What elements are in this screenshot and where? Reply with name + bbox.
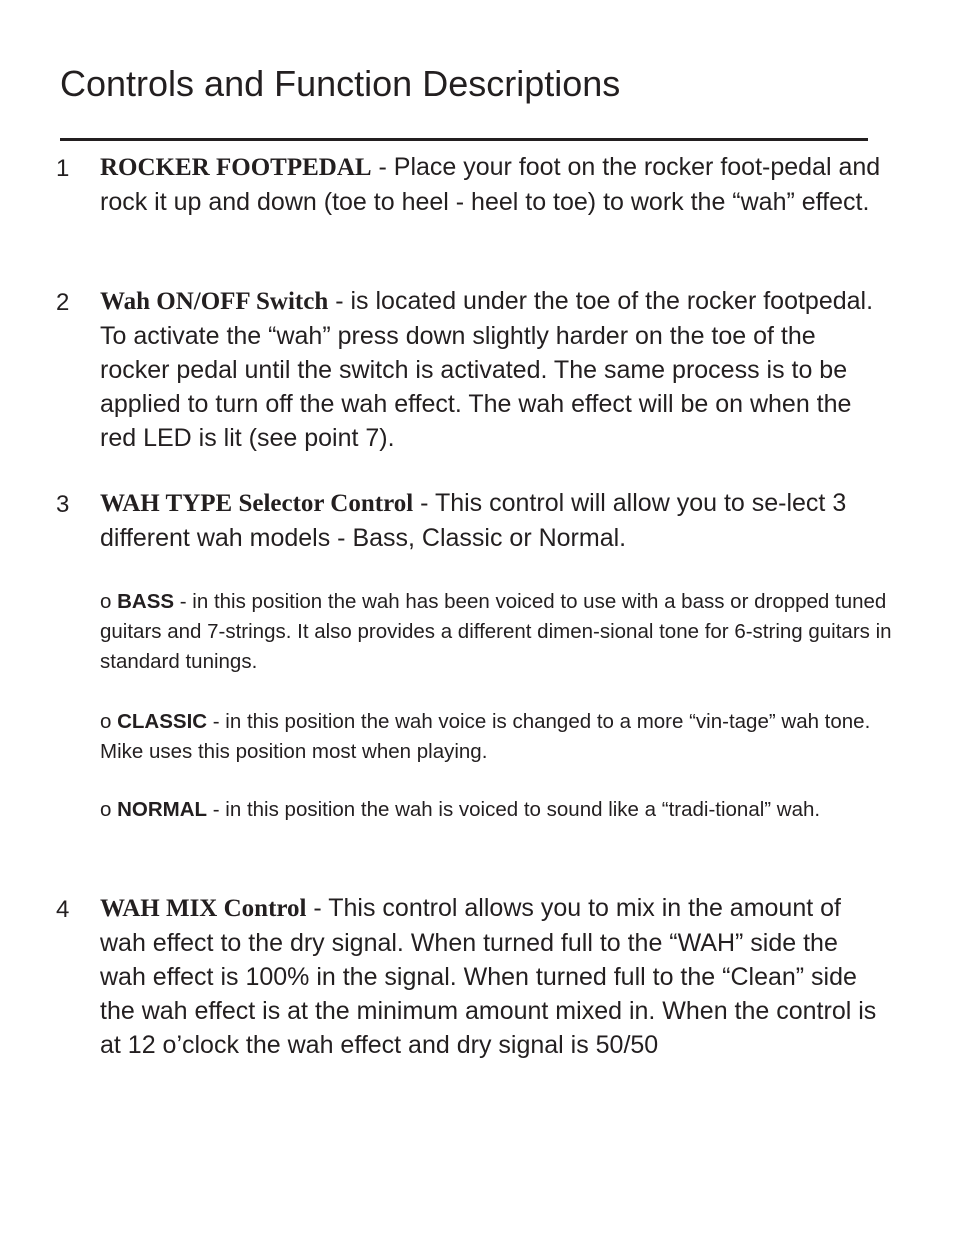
item-description	[100, 891, 890, 1062]
item-name: Wah ON/OFF Switch	[100, 288, 329, 315]
option-bullet: o	[100, 798, 118, 821]
option-name: BASS	[117, 590, 175, 613]
option-normal	[100, 795, 895, 825]
option-bass	[100, 587, 895, 677]
page-title: Controls and Function Descriptions	[60, 63, 621, 104]
item-text: - Place your foot on the rocker foot-pedal and rock it up and down (toe to heel - heel to toe) to work the “wah” effect.	[100, 153, 881, 216]
item-number: 4	[56, 896, 70, 923]
option-text: - in this position the wah has been voiced to use with a bass or dropped tuned guitars and 7-strings. It also provides a different dimen-sional tone for 6-string guitars in standard tunings.	[100, 590, 892, 673]
item-text: - This control allows you to mix in the amount of wah effect to the dry signal. When turned full to the “WAH” side the wah effect is 100% in the signal. When turned full to the “Clean” side the wah effect is at the minimum amount mixed in. When the control is at 12 o’clock the wah effect and dry signal is 50/50	[100, 894, 877, 1059]
option-text: - in this position the wah is voiced to sound like a “tradi-tional” wah.	[207, 798, 821, 821]
item-name: WAH TYPE Selector Control	[100, 490, 414, 517]
item-description	[100, 284, 890, 455]
option-bullet: o	[100, 710, 118, 733]
item-description	[100, 486, 890, 555]
title-divider	[60, 138, 868, 141]
option-name: NORMAL	[117, 798, 208, 821]
item-name: ROCKER FOOTPEDAL	[100, 154, 372, 181]
option-text: - in this position the wah voice is changed to a more “vin-tage” wah tone. Mike uses this position most when playing.	[100, 710, 871, 763]
item-number: 1	[56, 155, 70, 182]
item-number: 2	[56, 289, 70, 316]
item-name: WAH MIX Control	[100, 895, 307, 922]
item-text: - This control will allow you to se-lect 3 different wah models - Bass, Classic or Normal.	[100, 489, 847, 552]
option-name: CLASSIC	[117, 710, 208, 733]
option-bullet: o	[100, 590, 118, 613]
item-number: 3	[56, 491, 70, 518]
item-text: - is located under the toe of the rocker footpedal. To activate the “wah” press down slightly harder on the toe of the rocker pedal until the switch is activated. The same process is to be applied to turn off the wah effect. The wah effect will be on when the red LED is lit (see point 7).	[100, 287, 874, 452]
option-classic	[100, 707, 895, 767]
item-description	[100, 150, 890, 219]
